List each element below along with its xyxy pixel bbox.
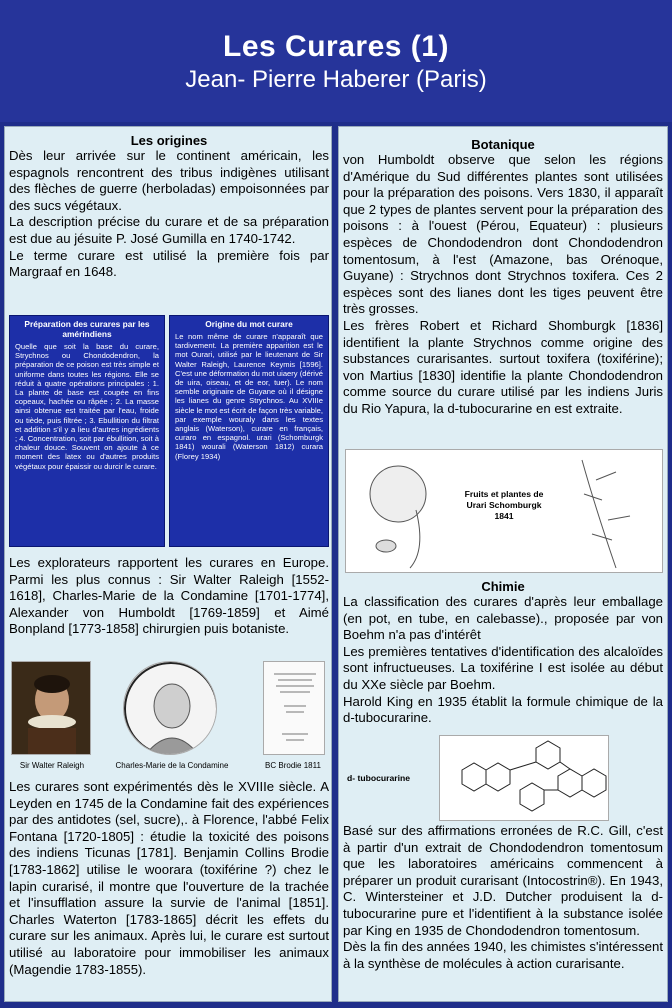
molecule-label: d- tubocurarine xyxy=(347,773,411,783)
box-preparation xyxy=(9,315,165,547)
origines-p2: La description précise du curare et de sa préparation est due au jésuite P. José Gumilla en 1740-1742. xyxy=(9,214,329,246)
botanique-p1: von Humboldt observe que selon les régions d'Amérique du Sud différentes plantes sont utilisées pour la préparation des poisons. Vers 1830, il apparaît que 2 types de plantes servent pour la préparation des poisons : à l'ouest (Pérou, Equateur) : plusieurs espèces de Chondodendron dont Chondodendron tomentosum, à l'est (Amazone, bas Orénoque, Guyane) : Strychnos dont Strychnos toxifera. Ces 2 espèces sont des lianes dont les tiges peuvent être très grosses. xyxy=(343,152,663,317)
raleigh-image xyxy=(12,662,91,755)
box-preparation-text: Quelle que soit la base du curare, Strychnos ou Chondodendron, la préparation de ce poison est très simple et uniforme dans toutes les régions. Elle se réduit à quatre opérations principales : 1. La plante de base est coupée en fins copeaux, hachée ou râpée ; 2. La masse ainsi obtenue est traitée par l'eau, froide ou tiède, puis filtrée ; 3. Ebullition du filtrat et addition s'il y a lieu d'autres ingrédients ; 4. Concentration, soit par ébullition, soit à chaleur douce. Souvent on ajoute à ce moment des latex ou d'autres produits végétaux pour épaissir ou durcir le curare. xyxy=(15,342,159,471)
portrait-condamine xyxy=(123,661,217,755)
heading-botanique: Botanique xyxy=(471,137,535,152)
caption-brodie: BC Brodie 1811 xyxy=(265,761,321,770)
section-explorateurs xyxy=(9,555,329,638)
left-column xyxy=(4,126,332,1002)
box-preparation-heading: Préparation des curares par les amérindiens xyxy=(24,319,150,339)
poster-header xyxy=(0,0,672,122)
section-botanique xyxy=(343,137,663,418)
poster-title: Les Curares (1) xyxy=(223,30,449,63)
portrait-raleigh xyxy=(11,661,91,755)
document-brodie xyxy=(263,661,325,755)
tubocurarine-structure-image xyxy=(440,736,609,821)
explorateurs-text: Les explorateurs rapportent les curares en Europe. Parmi les plus connus : Sir Walter Raleigh [1552-1618], Charles-Marie de la Condamine [1701-1774], Alexander von Humboldt [1769-1859] et Aimé Bonpland [1773-1858] chirurgien puis botaniste. xyxy=(9,555,329,637)
box-origine-heading: Origine du mot curare xyxy=(205,319,293,329)
origines-p3: Le terme curare est utilisé la première fois par Margraaf en 1648. xyxy=(9,247,329,280)
section-chimie xyxy=(343,579,663,727)
section-final xyxy=(343,823,663,972)
heading-chimie: Chimie xyxy=(481,579,525,594)
final-p2: Dès la fin des années 1940, les chimistes s'intéressent à la synthèse de molécules à action curarisante. xyxy=(343,939,663,971)
caption-raleigh: Sir Walter Raleigh xyxy=(19,761,85,770)
caption-condamine: Charles-Marie de la Condamine xyxy=(115,761,229,770)
heading-origines: Les origines xyxy=(130,133,208,148)
experiences-text: Les curares sont expérimentés dès le XVIIIe siècle. A Leyden en 1745 de la Condamine fait des expériences par des antidotes (sel, sucre),. à Florence, l'abbé Felix Fontana [1720-1805] : étudie la toxicité des poisons des indiens Ticunas [1781]. Benjamin Collins Brodie [1783-1862] utilise le woorara (toxiférine ?) chez le lapin curarisé, il montre que l'ouverture de la trachée et l'insufflation assure la survie de l'animal [1851]. Charles Waterton [1783-1865] décrit les effets du curare sur les animaux. Après lui, le curare est surtout utilisé au laboratoire pour immobiliser les animaux (Magendie 1783-1855). xyxy=(9,779,329,977)
section-experiences xyxy=(9,779,329,978)
condamine-image xyxy=(124,662,217,755)
box-origine-text: Le nom même de curare n'apparaît que tardivement. La première apparition est le mot Ourari, utilisé par le lieutenant de Sir Walter Raleigh, Laurence Keymis [1596]. C'est une déformation du mot uiaery (dérivé de uira, oiseau, et de eor, tuer). Le nom semble originaire de Guyane où il désigne les lianes du genre Strychnos. Au XVIIIe siècle le mot est écrit de façon très variable, par exemple wouraly dans les textes anglais (Waterson), curare en français, curaro en espagnol. urari (Schomburgk 1841) wourali (Waterson 1812) curara (Florey 1934) xyxy=(175,332,323,461)
poster-author: Jean- Pierre Haberer (Paris) xyxy=(185,66,487,93)
chimie-p2: Les premières tentatives d'identification des alcaloïdes sont infructueuses. La toxiférine I est isolée au début du XXe siècle par Boehm. xyxy=(343,643,663,692)
box-origine-mot xyxy=(169,315,329,547)
section-origines xyxy=(9,133,329,281)
final-p1: Basé sur des affirmations erronées de R.C. Gill, c'est à partir d'un extrait de Chondodendron tomentosum que les laboratoires américains commencent à préparer un produit curarisant (Intocostrin®). En 1943, C. Wintersteiner et J.D. Dutcher produisent la d-tubocurarine pure et l'identifient à la substance isolée par King en 1935 de Chondodendron tomentosum. xyxy=(343,823,663,938)
botanique-p2: Les frères Robert et Richard Shomburgk [1836] identifient la plante Strychnos comme origine des substances curarisantes. surtout toxifera (toxiférine); von Martius [1830] identifie la plante Chondodendron comme source du curare utilisé par les indiens Juris du Rio Yapura, la d-tubocurarine en est extraite. xyxy=(343,317,663,416)
right-column xyxy=(338,126,668,1002)
plant-caption: Fruits et plantes de Urari Schomburgk 1841 xyxy=(464,489,544,521)
chimie-p1: La classification des curares d'après leur emballage (en pot, en tube, en calebasse)., proposée par von Boehm n'a pas d'intérêt xyxy=(343,594,663,643)
chimie-p3: Harold King en 1935 établit la formule chimique de la d-tubocurarine. xyxy=(343,693,663,726)
origines-p1: Dès leur arrivée sur le continent américain, les espagnols rencontrent des tribus indigènes utilisant des flèches de guerre (herboladas) empoisonnées par des sucs végétaux. xyxy=(9,148,329,213)
molecule-structure xyxy=(439,735,609,821)
brodie-doc-image xyxy=(264,662,325,755)
